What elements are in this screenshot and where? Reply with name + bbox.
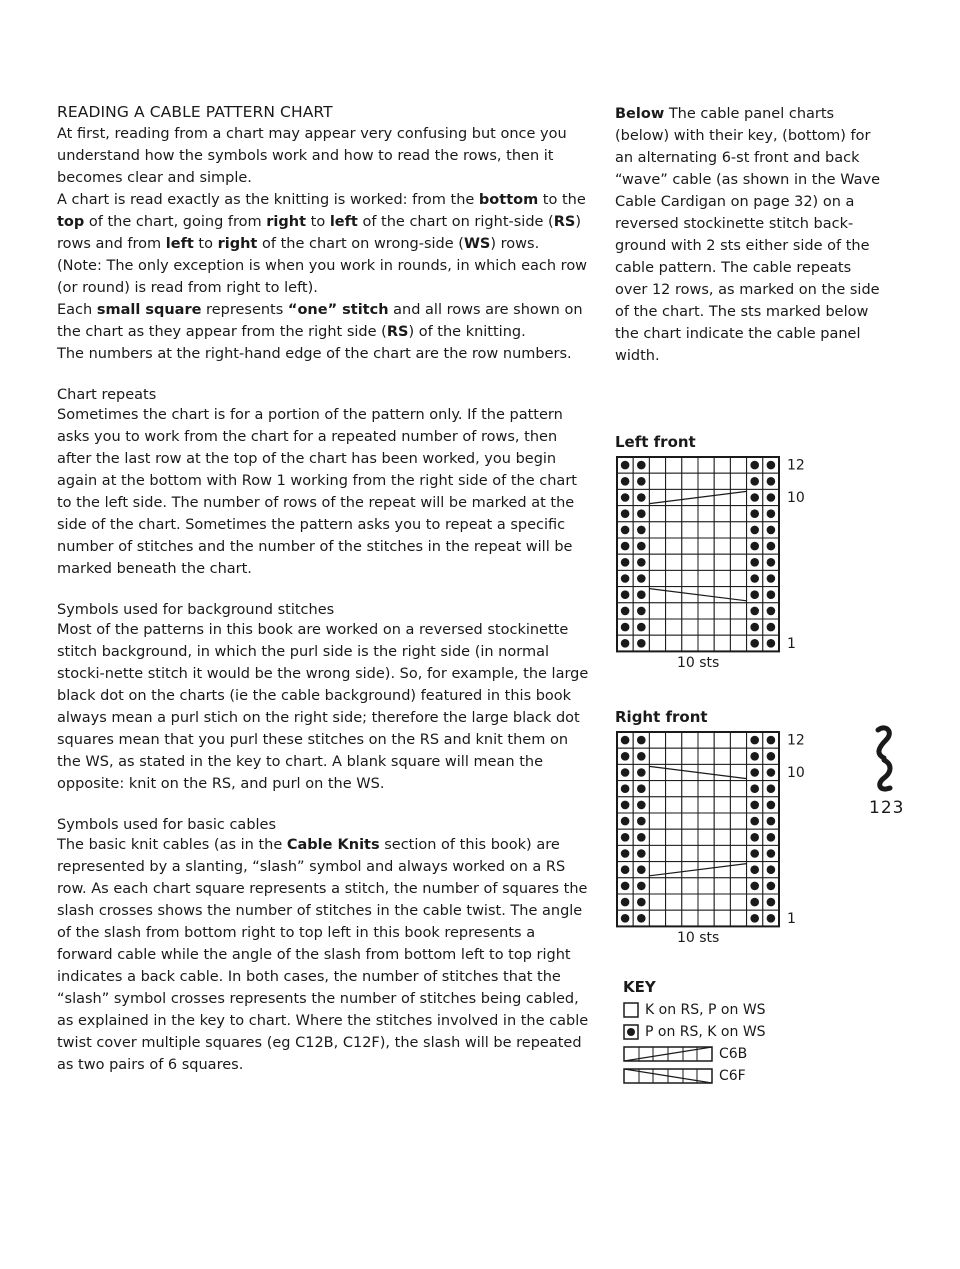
purl-dot (637, 849, 646, 858)
chart-cell (682, 522, 698, 538)
right-front-title: Right front (615, 708, 708, 726)
purl-dot (621, 558, 630, 567)
chart-cell (649, 457, 665, 473)
chart-caption (615, 103, 885, 367)
purl-dot (750, 558, 759, 567)
chart-cell (698, 522, 714, 538)
purl-dot (750, 607, 759, 616)
purl-dot (750, 736, 759, 745)
chart-cell (714, 538, 730, 554)
chart-cell (714, 829, 730, 845)
purl-dot (621, 882, 630, 891)
chart-cell (649, 570, 665, 586)
chart-cell (698, 910, 714, 926)
purl-dot (750, 477, 759, 486)
chart-cell (649, 619, 665, 635)
chart-cell (682, 603, 698, 619)
purl-dot (750, 898, 759, 907)
purl-dot (637, 736, 646, 745)
chart-cell (698, 894, 714, 910)
chart-cell (649, 538, 665, 554)
chart-cell (730, 894, 746, 910)
chart-cell (666, 522, 682, 538)
chart-cell (714, 473, 730, 489)
purl-dot (637, 914, 646, 923)
chart-cell (698, 781, 714, 797)
chart-cell (666, 845, 682, 861)
purl-dot (621, 801, 630, 810)
purl-dot (621, 865, 630, 874)
row-label: 10 (787, 490, 805, 507)
chart-cell (682, 554, 698, 570)
chart-cell (649, 813, 665, 829)
purl-dot (637, 801, 646, 810)
chart-cell (698, 829, 714, 845)
row-label: 1 (787, 910, 796, 927)
chart-cell (649, 845, 665, 861)
chart-cell (682, 878, 698, 894)
chart-cell (666, 813, 682, 829)
chart-cell (730, 473, 746, 489)
purl-dot (750, 882, 759, 891)
purl-dot (621, 736, 630, 745)
purl-dot (767, 833, 776, 842)
purl-dot (637, 623, 646, 632)
purl-dot (767, 882, 776, 891)
chart-cell (730, 878, 746, 894)
purl-dot (637, 833, 646, 842)
chain-link-ornament (872, 724, 896, 798)
chart-cell (698, 506, 714, 522)
right-front-width-label: 10 sts (677, 930, 720, 946)
purl-dot (750, 833, 759, 842)
chart-cell (682, 473, 698, 489)
chart-cell (698, 845, 714, 861)
purl-dot (637, 898, 646, 907)
purl-dot (767, 914, 776, 923)
purl-dot (750, 526, 759, 535)
chart-cell (730, 554, 746, 570)
chart-cell (698, 603, 714, 619)
chart-cell (649, 554, 665, 570)
purl-dot (767, 623, 776, 632)
chart-cell (730, 522, 746, 538)
purl-dot (750, 849, 759, 858)
chart-cell (682, 506, 698, 522)
chart-key (623, 978, 766, 1087)
chart-cell (698, 570, 714, 586)
purl-dot (767, 493, 776, 502)
chart-cell (714, 732, 730, 748)
reading-paragraph-3: (Note: The only exception is when you work in rounds, in which each row (or round) is read from right to left). (57, 258, 588, 296)
chart-cell (730, 910, 746, 926)
chart-cell (666, 748, 682, 764)
purl-dot (621, 833, 630, 842)
repeats-heading: Chart repeats (57, 387, 157, 403)
chart-cell (730, 619, 746, 635)
left-front-width-label: 10 sts (677, 655, 720, 671)
chart-cell (649, 732, 665, 748)
purl-dot (767, 768, 776, 777)
purl-dot (767, 865, 776, 874)
chart-cell (649, 910, 665, 926)
chart-cell (698, 732, 714, 748)
purl-dot (621, 752, 630, 761)
chart-cell (682, 797, 698, 813)
chart-cell (666, 506, 682, 522)
purl-dot (750, 623, 759, 632)
chart-cell (714, 506, 730, 522)
purl-dot (637, 817, 646, 826)
chart-cell (666, 554, 682, 570)
blank-square-icon (623, 1002, 641, 1018)
chart-cell (666, 635, 682, 651)
chart-cell (730, 732, 746, 748)
chart-cell (682, 781, 698, 797)
chart-cell (714, 813, 730, 829)
chart-cell (666, 797, 682, 813)
purl-dot (750, 639, 759, 648)
purl-dot (767, 898, 776, 907)
chart-cell (730, 635, 746, 651)
left-front-grid (615, 455, 825, 660)
chart-cell (714, 619, 730, 635)
chart-cell (666, 829, 682, 845)
purl-dot (637, 639, 646, 648)
chart-cell (682, 748, 698, 764)
chart-cell (666, 619, 682, 635)
key-item-purl: P on RS, K on WS (623, 1021, 766, 1043)
purl-dot (767, 784, 776, 793)
chart-cell (649, 894, 665, 910)
chart-cell (714, 554, 730, 570)
purl-dot (621, 639, 630, 648)
basic-cables-heading: Symbols used for basic cables (57, 817, 277, 833)
purl-dot (637, 607, 646, 616)
chart-cell (666, 570, 682, 586)
row-label: 12 (787, 732, 805, 749)
purl-dot (637, 865, 646, 874)
chart-cell (714, 587, 730, 603)
purl-dot (621, 590, 630, 599)
chart-cell (730, 813, 746, 829)
chart-cell (666, 587, 682, 603)
purl-dot (621, 477, 630, 486)
chart-cell (666, 862, 682, 878)
chart-cell (666, 457, 682, 473)
chart-cell (682, 845, 698, 861)
chart-cell (682, 813, 698, 829)
purl-dot (750, 493, 759, 502)
purl-dot (767, 509, 776, 518)
chart-cell (666, 894, 682, 910)
purl-dot (621, 607, 630, 616)
chart-cell (698, 748, 714, 764)
chart-cell (682, 457, 698, 473)
chart-cell (666, 538, 682, 554)
purl-dot (767, 590, 776, 599)
purl-dot (621, 574, 630, 583)
chart-cell (666, 910, 682, 926)
chart-cell (649, 473, 665, 489)
chart-cell (698, 473, 714, 489)
chart-cell (714, 489, 730, 505)
chart-cell (714, 764, 730, 780)
basic-cables-paragraph: The basic knit cables (as in the Cable Knits section of this book) are represented by a slanting, “slash” symbol and always worked on a RS row. As each chart square represents a stitch, the number of squares the slash crosses shows the number of stitches in the cable twist. The angle of the slash from bottom right to top left in this book represents a forward cable while the angle of the slash from bottom left to top right indicates a back cable. In both cases, the number of stitches that the “slash” symbol crosses represents the number of stitches being cabled, as explained in the key to chart. Where the stitches involved in the cable twist cover multiple squares (eg C12B, C12F), the slash will be repeated as two pairs of 6 squares. (57, 837, 589, 1073)
purl-dot (621, 542, 630, 551)
purl-dot (637, 590, 646, 599)
purl-dot (621, 849, 630, 858)
purl-dot (767, 639, 776, 648)
chart-cell (730, 506, 746, 522)
purl-dot (750, 752, 759, 761)
purl-dot (637, 882, 646, 891)
chart-cell (730, 797, 746, 813)
purl-dot (621, 914, 630, 923)
purl-dot (637, 477, 646, 486)
purl-dot (767, 542, 776, 551)
purl-dot (621, 768, 630, 777)
purl-dot (621, 623, 630, 632)
chart-cell (649, 522, 665, 538)
chart-cell (698, 635, 714, 651)
background-paragraph: Most of the patterns in this book are worked on a reversed stockinette stitch background, in which the purl side is the right side (in normal stocki-nette stitch it would be the wrong side). So, for example, the large black dot on the charts (ie the cable background) featured in this book always mean a purl stich on the right side; therefore the large black dot squares mean that you purl these stitches on the RS and knit them on the WS, as stated in the key to chart. A blank square will mean the opposite: knit on the RS, and purl on the WS. (57, 622, 589, 792)
purl-dot (621, 461, 630, 470)
purl-dot (767, 526, 776, 535)
chart-cell (730, 603, 746, 619)
purl-dot (637, 784, 646, 793)
purl-dot (637, 768, 646, 777)
chart-cell (649, 878, 665, 894)
chart-cell (682, 829, 698, 845)
chart-cell (649, 506, 665, 522)
background-heading: Symbols used for background stitches (57, 602, 335, 618)
reading-paragraph-2: A chart is read exactly as the knitting is worked: from the bottom to the top of the chart, going from right to left of the chart on right-side (RS) rows and from left to right of the chart on wrong-side (WS) rows. (57, 192, 586, 252)
page-number: 123 (869, 798, 905, 818)
left-front-chart (615, 433, 825, 671)
chart-cell (698, 878, 714, 894)
row-label: 10 (787, 765, 805, 782)
purl-dot (767, 477, 776, 486)
purl-dot (767, 607, 776, 616)
purl-dot (750, 461, 759, 470)
purl-dot (621, 526, 630, 535)
chart-cell (730, 845, 746, 861)
c6f-slash-icon (623, 1068, 715, 1084)
purl-dot (767, 752, 776, 761)
chart-cell (714, 797, 730, 813)
chart-cell (714, 845, 730, 861)
key-item-knit: K on RS, P on WS (623, 999, 766, 1021)
chart-cell (730, 457, 746, 473)
right-front-grid (615, 730, 825, 935)
chart-cell (666, 781, 682, 797)
chart-cell (714, 748, 730, 764)
purl-dot (767, 849, 776, 858)
chart-cell (730, 781, 746, 797)
chart-cell (666, 878, 682, 894)
purl-dot (637, 574, 646, 583)
chart-cell (698, 457, 714, 473)
chart-cell (714, 862, 730, 878)
purl-dot (637, 509, 646, 518)
chart-cell (649, 635, 665, 651)
purl-dot (621, 817, 630, 826)
chart-cell (714, 894, 730, 910)
chart-cell (682, 635, 698, 651)
left-column (57, 103, 592, 1076)
key-title: KEY (623, 978, 656, 996)
purl-dot (750, 817, 759, 826)
purl-dot (767, 801, 776, 810)
purl-dot (750, 509, 759, 518)
chart-cell (714, 603, 730, 619)
key-item-c6b: C6B (623, 1043, 766, 1065)
purl-dot (750, 542, 759, 551)
c6b-slash-icon (623, 1046, 715, 1062)
purl-dot (621, 784, 630, 793)
purl-dot (621, 493, 630, 502)
caption-text: The cable panel charts (below) with their key, (bottom) for an alternating 6-st front and back “wave” cable (as shown in the Wave Cable Cardigan on page 32) on a reversed stockinette stitch back-ground with 2 sts either side of the cable pattern. The cable repeats over 12 rows, as marked on the side of the chart. The sts marked below the chart indicate the cable panel width. (615, 106, 880, 364)
left-front-title: Left front (615, 433, 696, 451)
chart-cell (649, 829, 665, 845)
chart-cell (682, 570, 698, 586)
purl-dot (750, 768, 759, 777)
purl-dot (750, 914, 759, 923)
row-label: 12 (787, 457, 805, 474)
chart-cell (666, 489, 682, 505)
reading-paragraph-4: Each small square represents “one” stitch and all rows are shown on the chart as they appear from the right side (RS) of the knitting. (57, 302, 583, 340)
repeats-paragraph: Sometimes the chart is for a portion of the pattern only. If the pattern asks you to work from the chart for a repeated number of rows, then after the last row at the top of the chart has been worked, you begin again at the bottom with Row 1 working from the right side of the chart to the left side. The number of rows of the repeat will be marked at the side of the chart. Sometimes the pattern asks you to repeat a specific number of stitches and the number of the stitches in the repeat will be marked beneath the chart. (57, 407, 577, 577)
chart-cell (649, 781, 665, 797)
chart-cell (730, 538, 746, 554)
chart-cell (698, 813, 714, 829)
purl-dot (750, 784, 759, 793)
chart-cell (730, 570, 746, 586)
chart-cell (730, 829, 746, 845)
purl-dot (637, 752, 646, 761)
reading-paragraph-1: At first, reading from a chart may appear very confusing but once you understand how the symbols work and how to read the rows, then it becomes clear and simple. (57, 126, 567, 186)
chart-cell (649, 748, 665, 764)
purl-dot (637, 542, 646, 551)
chart-cell (682, 910, 698, 926)
chart-cell (730, 748, 746, 764)
chart-cell (714, 635, 730, 651)
purl-dot (637, 493, 646, 502)
chart-cell (682, 732, 698, 748)
chart-cell (698, 797, 714, 813)
purl-dot (621, 509, 630, 518)
purl-dot (637, 461, 646, 470)
row-label: 1 (787, 635, 796, 652)
purl-dot (750, 801, 759, 810)
reading-heading: READING A CABLE PATTERN CHART (57, 103, 333, 121)
purl-dot (767, 574, 776, 583)
purl-dot (767, 558, 776, 567)
caption-lead: Below (615, 106, 665, 122)
dot-square-icon (623, 1024, 641, 1040)
chart-cell (682, 894, 698, 910)
reading-paragraph-5: The numbers at the right-hand edge of the chart are the row numbers. (57, 346, 572, 362)
purl-dot (767, 817, 776, 826)
purl-dot (750, 865, 759, 874)
chart-cell (698, 554, 714, 570)
chart-cell (649, 797, 665, 813)
purl-dot (767, 461, 776, 470)
chart-cell (714, 910, 730, 926)
chart-cell (698, 538, 714, 554)
purl-dot (767, 736, 776, 745)
chart-cell (649, 603, 665, 619)
purl-dot (637, 558, 646, 567)
purl-dot (637, 526, 646, 535)
chart-cell (714, 781, 730, 797)
chart-cell (714, 570, 730, 586)
chart-cell (714, 522, 730, 538)
key-item-c6f: C6F (623, 1065, 766, 1087)
purl-dot (621, 898, 630, 907)
chart-cell (666, 473, 682, 489)
chart-cell (666, 603, 682, 619)
chart-cell (714, 457, 730, 473)
chart-cell (698, 619, 714, 635)
chart-cell (682, 538, 698, 554)
chart-cell (714, 878, 730, 894)
purl-dot (750, 574, 759, 583)
chart-cell (682, 619, 698, 635)
right-front-chart (615, 708, 825, 946)
purl-dot (750, 590, 759, 599)
chart-cell (666, 764, 682, 780)
chart-cell (666, 732, 682, 748)
